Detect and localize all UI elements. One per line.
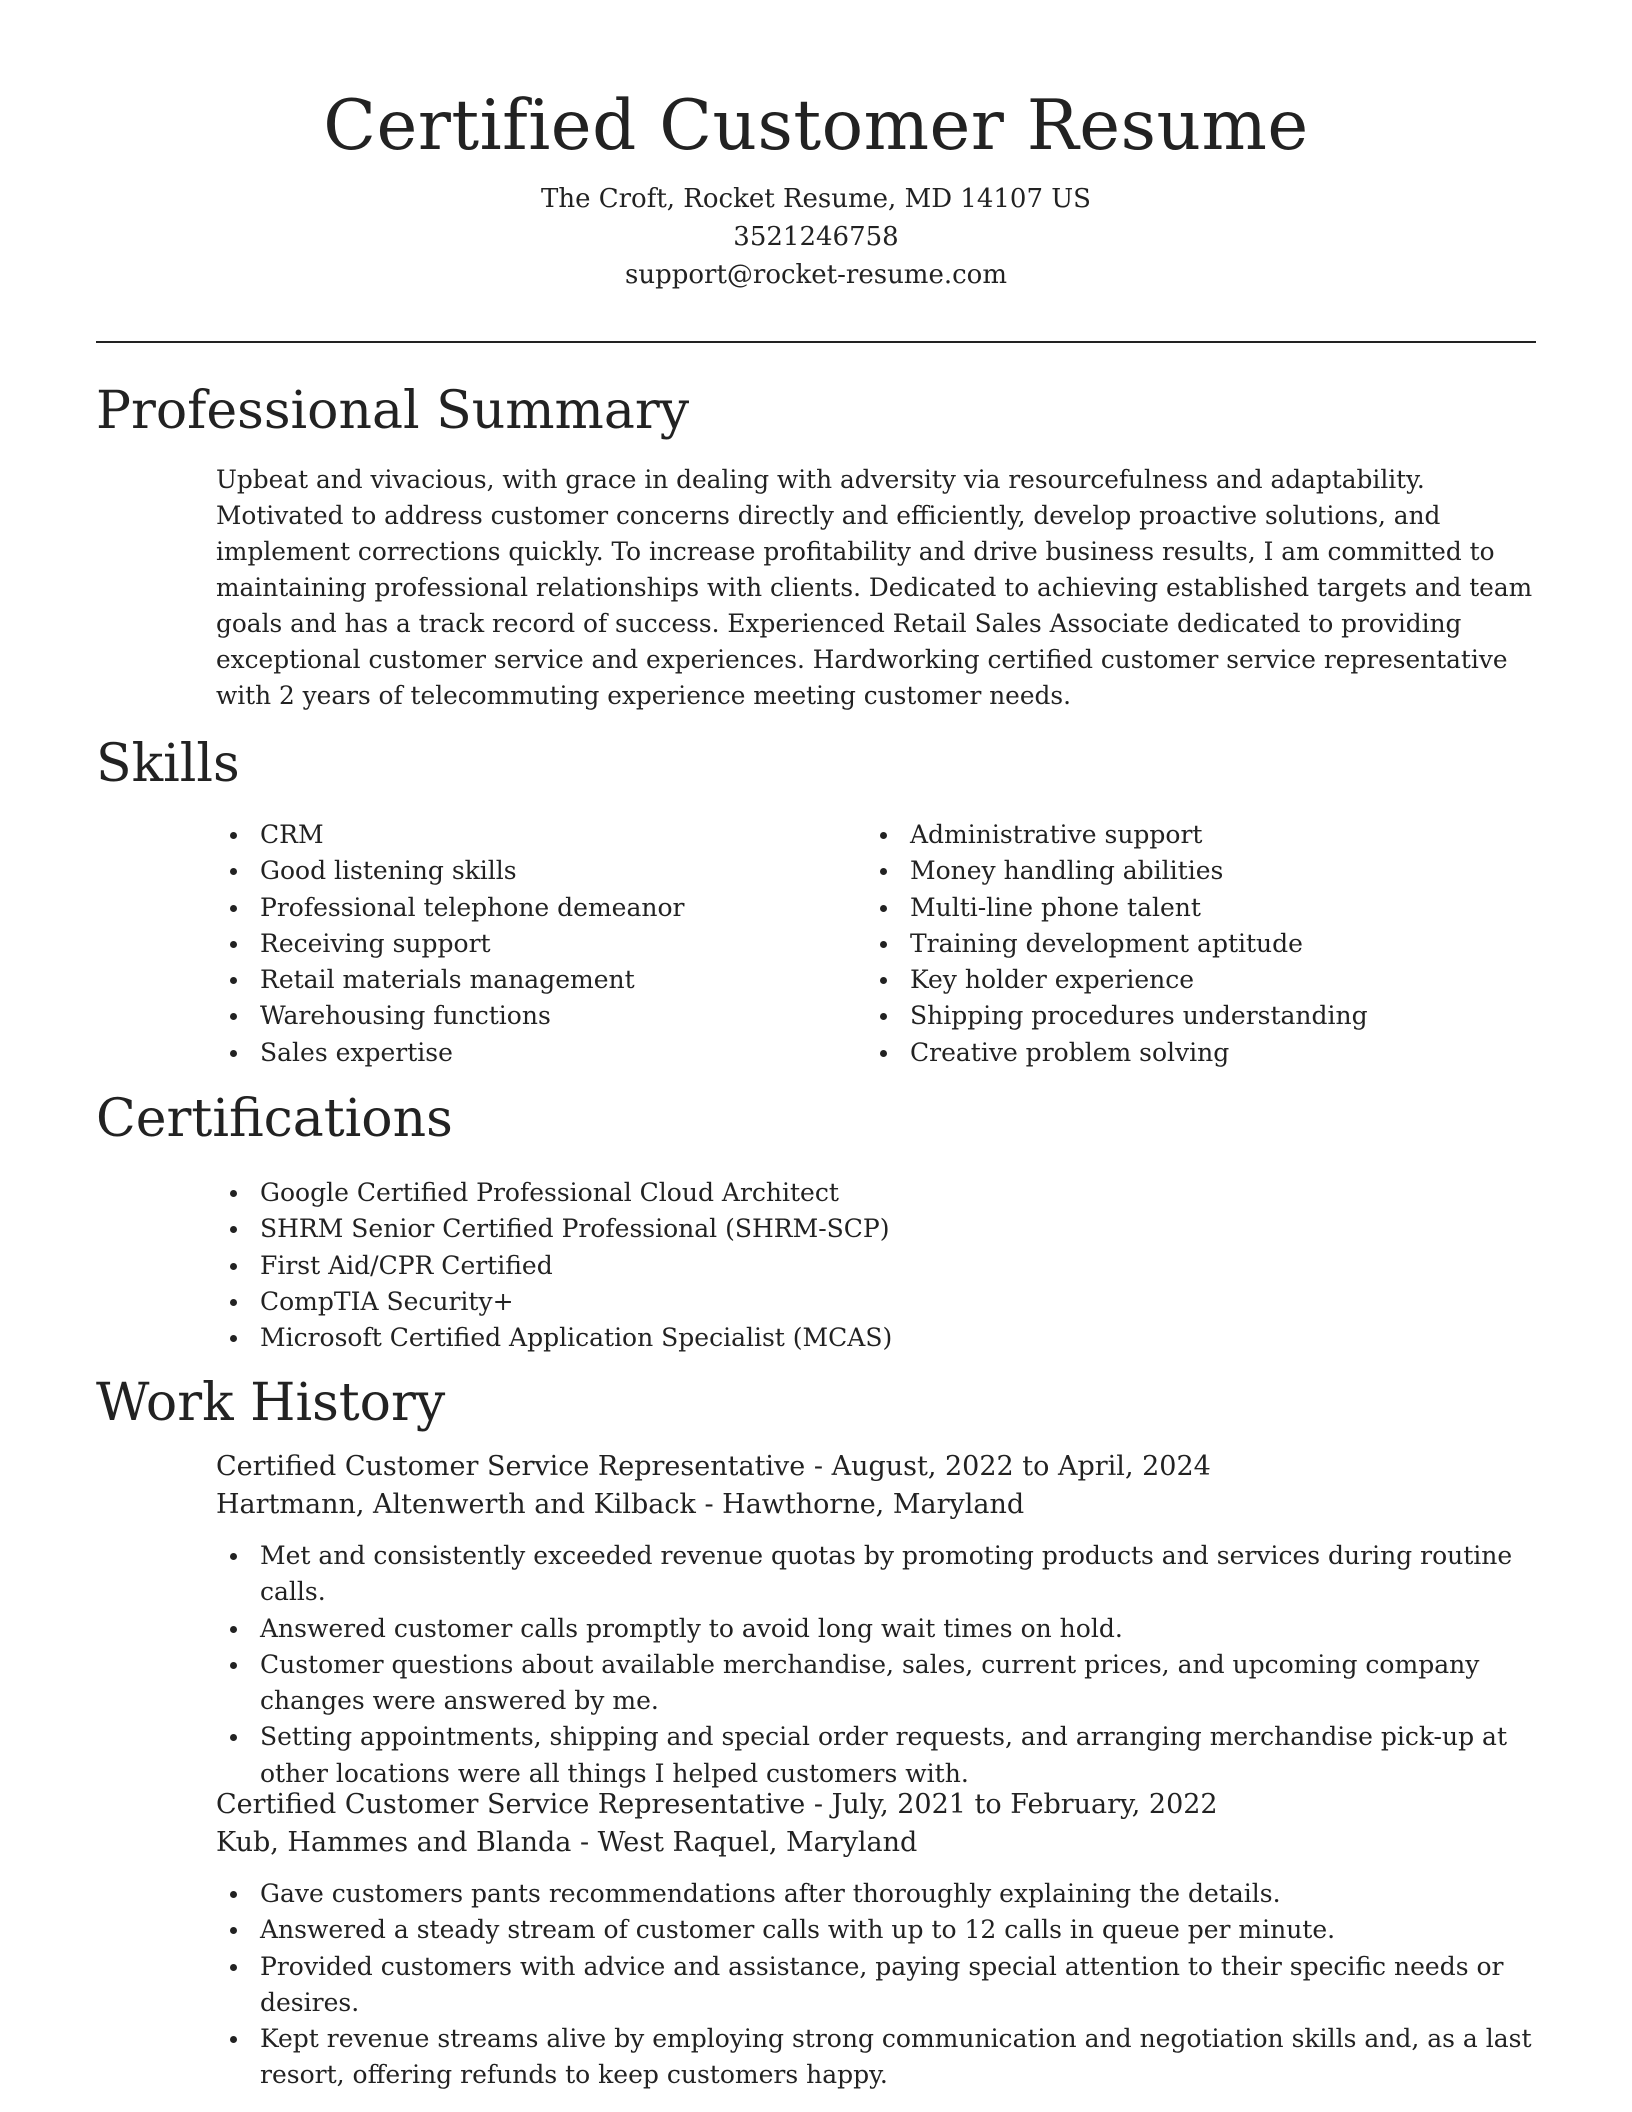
job-bullet: Answered customer calls promptly to avoid long wait times on hold.	[216, 1611, 1536, 1647]
skill-item: Administrative support	[866, 817, 1526, 853]
certification-item: First Aid/CPR Certified	[216, 1248, 1516, 1284]
skills-list-left	[216, 817, 856, 1071]
job-company-line	[216, 1824, 1536, 1862]
certification-item: CompTIA Security+	[216, 1284, 1516, 1320]
certification-item: Google Certified Professional Cloud Architect	[216, 1175, 1516, 1211]
job-company: Kub, Hammes and Blanda	[216, 1827, 572, 1858]
job-bullet: Customer questions about available merchandise, sales, current prices, and upcoming company changes were answered by me.	[216, 1647, 1536, 1720]
job-bullet: Met and consistently exceeded revenue quotas by promoting products and services during routine calls.	[216, 1538, 1536, 1611]
skills-heading: Skills	[96, 734, 240, 794]
job-bullet: Kept revenue streams alive by employing strong communication and negotiation skills and, as a last resort, offering refunds to keep customers happy.	[216, 2021, 1536, 2094]
summary-text: Upbeat and vivacious, with grace in dealing with adversity via resourcefulness and adaptability. Motivated to address customer concerns directly and efficiently, develop proactive solutions, and implement corrections quickly. To increase profitability and drive business results, I am committed to maintaining professional relationships with clients. Dedicated to achieving established targets and team goals and has a track record of success. Experienced Retail Sales Associate dedicated to providing exceptional customer service and experiences. Hardworking certified customer service representative with 2 years of telecommuting experience meeting customer needs.	[216, 465, 1533, 710]
certifications-heading: Certifications	[96, 1089, 453, 1149]
work-history-heading: Work History	[96, 1373, 446, 1433]
skill-item: Multi-line phone talent	[866, 890, 1526, 926]
skill-item: Creative problem solving	[866, 1035, 1526, 1071]
job-location: - Hawthorne, Maryland	[695, 1489, 1025, 1520]
job-bullet: Provided customers with advice and assistance, paying special attention to their specific needs or desires.	[216, 1949, 1536, 2022]
job-title: Certified Customer Service Representative	[216, 1789, 806, 1820]
contact-email: support@rocket-resume.com	[624, 260, 1007, 290]
skill-item: CRM	[216, 817, 856, 853]
job-entry	[216, 1786, 1536, 2094]
job-title-line	[216, 1448, 1536, 1486]
skill-item: Warehousing functions	[216, 998, 856, 1034]
job-bullet: Answered a steady stream of customer calls with up to 12 calls in queue per minute.	[216, 1912, 1536, 1948]
job-bullet: Setting appointments, shipping and special order requests, and arranging merchandise pick-up at other locations were all things I helped customers with.	[216, 1719, 1536, 1792]
job-location: - West Raquel, Maryland	[571, 1827, 918, 1858]
skill-item: Money handling abilities	[866, 853, 1526, 889]
skill-item: Sales expertise	[216, 1035, 856, 1071]
contact-address: The Croft, Rocket Resume, MD 14107 US	[540, 184, 1091, 214]
job-title: Certified Customer Service Representative	[216, 1451, 806, 1482]
summary-heading: Professional Summary	[96, 381, 690, 441]
skills-list-right	[866, 817, 1526, 1071]
header-divider	[96, 341, 1536, 343]
job-dates: - August, 2022 to April, 2024	[805, 1451, 1211, 1482]
certifications-list	[216, 1175, 1516, 1356]
resume-header	[0, 0, 1632, 294]
certification-item: Microsoft Certified Application Specialist (MCAS)	[216, 1320, 1516, 1356]
skill-item: Key holder experience	[866, 962, 1526, 998]
skill-item: Training development aptitude	[866, 926, 1526, 962]
certification-item: SHRM Senior Certified Professional (SHRM-SCP)	[216, 1211, 1516, 1247]
job-bullet: Gave customers pants recommendations after thoroughly explaining the details.	[216, 1876, 1536, 1912]
contact-phone: 3521246758	[733, 222, 899, 252]
skill-item: Retail materials management	[216, 962, 856, 998]
skill-item: Professional telephone demeanor	[216, 890, 856, 926]
contact-block	[0, 180, 1632, 294]
skill-item: Good listening skills	[216, 853, 856, 889]
resume-title: Certified Customer Resume	[323, 86, 1309, 166]
job-company: Hartmann, Altenwerth and Kilback	[216, 1489, 696, 1520]
job-dates: - July, 2021 to February, 2022	[805, 1789, 1218, 1820]
job-company-line	[216, 1486, 1536, 1524]
skill-item: Receiving support	[216, 926, 856, 962]
job-bullets	[216, 1876, 1536, 2094]
skill-item: Shipping procedures understanding	[866, 998, 1526, 1034]
job-entry	[216, 1448, 1536, 1792]
job-bullets	[216, 1538, 1536, 1792]
job-title-line	[216, 1786, 1536, 1824]
